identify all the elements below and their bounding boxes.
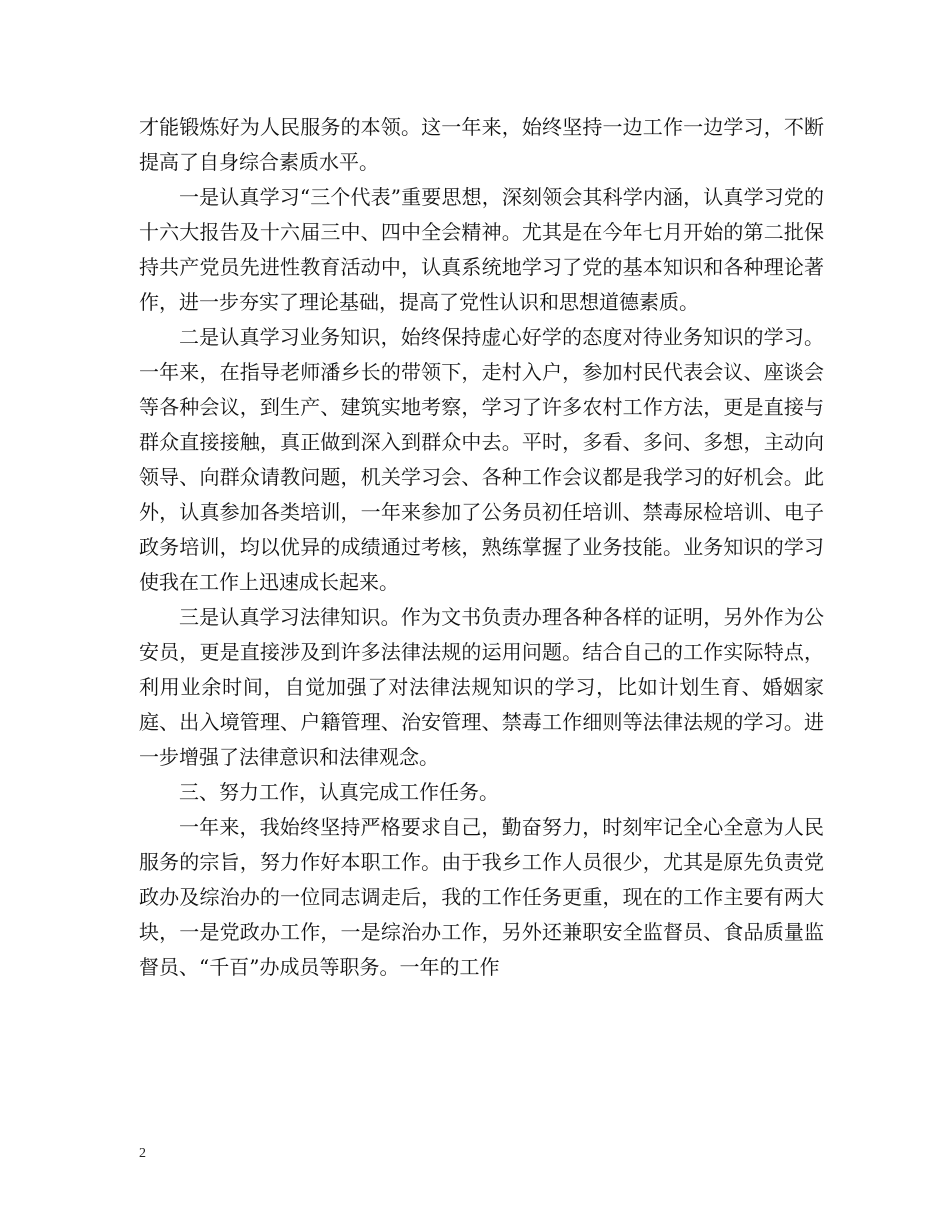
paragraph: 三是认真学习法律知识。作为文书负责办理各种各样的证明，另外作为公安员，更是直接涉及到许多法律法规的运用问题。结合自己的工作实际特点，利用业余时间，自觉加强了对法律法规知识的学习，比如计划生育、婚姻家庭、出入境管理、户籍管理、治安管理、禁毒工作细则等法律法规的学习。进一步增强了法律意识和法律观念。	[139, 605, 824, 769]
section-heading: 三、努力工作，认真完成工作任务。	[179, 780, 499, 804]
paragraph: 一年来，我始终坚持严格要求自己，勤奋努力，时刻牢记全心全意为人民服务的宗旨，努力作好本职工作。由于我乡工作人员很少，尤其是原先负责党政办及综治办的一位同志调走后，我的工作任务更重，现在的工作主要有两大块，一是党政办工作，一是综治办工作，另外还兼职安全监督员、食品质量监督员、“千百”办成员等职务。一年的工作	[139, 815, 824, 979]
paragraph: 二是认真学习业务知识，始终保持虚心好学的态度对待业务知识的学习。一年来，在指导老师潘乡长的带领下，走村入户，参加村民代表会议、座谈会等各种会议，到生产、建筑实地考察，学习了许多农村工作方法，更是直接与群众直接接触，真正做到深入到群众中去。平时，多看、多问、多想，主动向领导、向群众请教问题，机关学习会、各种工作会议都是我学习的好机会。此外，认真参加各类培训，一年来参加了公务员初任培训、禁毒尿检培训、电子政务培训，均以优异的成绩通过考核，熟练掌握了业务技能。业务知识的学习使我在工作上迅速成长起来。	[139, 325, 824, 594]
paragraph: 才能锻炼好为人民服务的本领。这一年来，始终坚持一边工作一边学习，不断提高了自身综合素质水平。	[139, 115, 824, 174]
paragraph: 一是认真学习“三个代表”重要思想，深刻领会其科学内涵，认真学习党的十六大报告及十六届三中、四中全会精神。尤其是在今年七月开始的第二批保持共产党员先进性教育活动中，认真系统地学习了党的基本知识和各种理论著作，进一步夯实了理论基础，提高了党性认识和思想道德素质。	[139, 185, 824, 314]
page-number: 2	[139, 1146, 146, 1161]
document-body	[139, 110, 824, 985]
